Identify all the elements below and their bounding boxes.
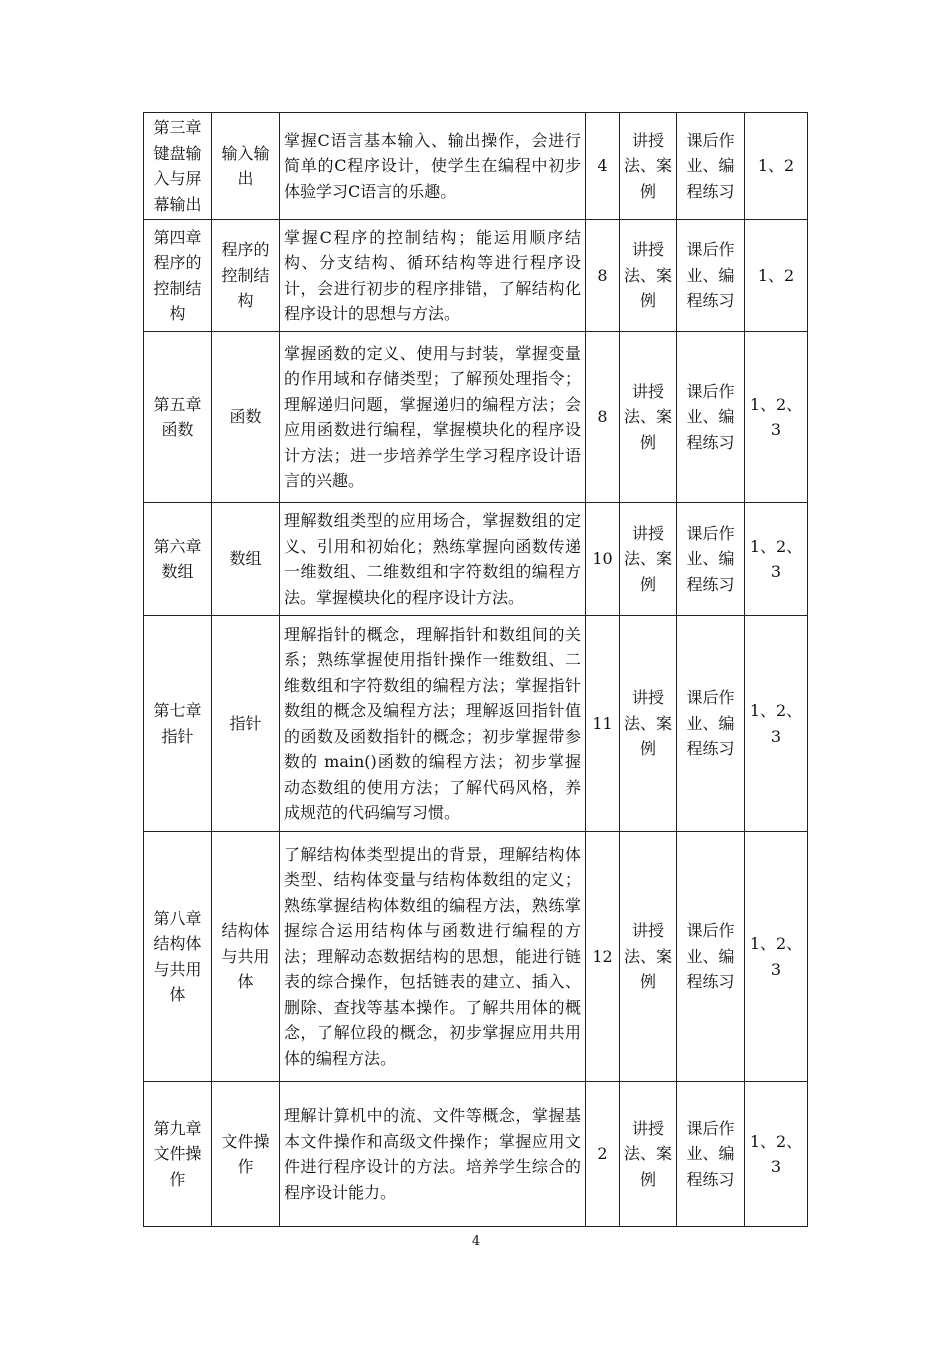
method-cell: 讲授法、案例 <box>620 332 677 503</box>
hours-cell: 10 <box>586 503 620 616</box>
page-number: 4 <box>471 1234 481 1249</box>
table-row <box>144 1082 808 1227</box>
goals-cell: 1、2、3 <box>745 832 808 1082</box>
method-cell: 讲授法、案例 <box>620 220 677 332</box>
hours-cell: 4 <box>586 113 620 220</box>
goals-cell: 1、2 <box>745 113 808 220</box>
goals-cell: 1、2、3 <box>745 503 808 616</box>
requirements-cell: 掌握C语言基本输入、输出操作，会进行简单的C程序设计，使学生在编程中初步体验学习C语言的乐趣。 <box>280 113 586 220</box>
requirements-cell: 了解结构体类型提出的背景，理解结构体类型、结构体变量与结构体数组的定义；熟练掌握结构体数组的编程方法，熟练掌握综合运用结构体与函数进行编程的方法；理解动态数据结构的思想，能进行链表的综合操作，包括链表的建立、插入、删除、查找等基本操作。了解共用体的概念，了解位段的概念，初步掌握应用共用体的编程方法。 <box>280 832 586 1082</box>
hours-cell: 2 <box>586 1082 620 1227</box>
syllabus-table <box>143 112 808 1227</box>
topic-cell: 数组 <box>212 503 280 616</box>
chapter-cell: 第七章指针 <box>144 616 212 832</box>
requirements-cell: 理解指针的概念，理解指针和数组间的关系；熟练掌握使用指针操作一维数组、二维数组和字符数组的编程方法；掌握指针数组的概念及编程方法；理解返回指针值的函数及函数指针的概念；初步掌握带参数的 main()函数的编程方法；初步掌握动态数组的使用方法；了解代码风格，养成规范的代码编写习惯。 <box>280 616 586 832</box>
goals-cell: 1、2 <box>745 220 808 332</box>
goals-cell: 1、2、3 <box>745 616 808 832</box>
hours-cell: 11 <box>586 616 620 832</box>
chapter-cell: 第八章结构体与共用体 <box>144 832 212 1082</box>
chapter-cell: 第九章文件操作 <box>144 1082 212 1227</box>
table-row <box>144 503 808 616</box>
homework-cell: 课后作业、编程练习 <box>677 113 745 220</box>
chapter-cell: 第六章数组 <box>144 503 212 616</box>
hours-cell: 8 <box>586 332 620 503</box>
table-row <box>144 220 808 332</box>
topic-cell: 输入输出 <box>212 113 280 220</box>
topic-cell: 结构体与共用体 <box>212 832 280 1082</box>
homework-cell: 课后作业、编程练习 <box>677 832 745 1082</box>
method-cell: 讲授法、案例 <box>620 503 677 616</box>
method-cell: 讲授法、案例 <box>620 832 677 1082</box>
topic-cell: 函数 <box>212 332 280 503</box>
homework-cell: 课后作业、编程练习 <box>677 503 745 616</box>
chapter-cell: 第四章程序的控制结构 <box>144 220 212 332</box>
chapter-cell: 第五章函数 <box>144 332 212 503</box>
chapter-cell: 第三章键盘输入与屏幕输出 <box>144 113 212 220</box>
goals-cell: 1、2、3 <box>745 332 808 503</box>
table-row <box>144 332 808 503</box>
method-cell: 讲授法、案例 <box>620 113 677 220</box>
hours-cell: 8 <box>586 220 620 332</box>
requirements-cell: 掌握C程序的控制结构；能运用顺序结构、分支结构、循环结构等进行程序设计，会进行初步的程序排错，了解结构化程序设计的思想与方法。 <box>280 220 586 332</box>
requirements-cell: 理解计算机中的流、文件等概念，掌握基本文件操作和高级文件操作；掌握应用文件进行程序设计的方法。培养学生综合的程序设计能力。 <box>280 1082 586 1227</box>
goals-cell: 1、2、3 <box>745 1082 808 1227</box>
method-cell: 讲授法、案例 <box>620 1082 677 1227</box>
table-row <box>144 832 808 1082</box>
homework-cell: 课后作业、编程练习 <box>677 616 745 832</box>
homework-cell: 课后作业、编程练习 <box>677 220 745 332</box>
requirements-cell: 掌握函数的定义、使用与封装，掌握变量的作用域和存储类型；了解预处理指令；理解递归问题，掌握递归的编程方法；会应用函数进行编程，掌握模块化的程序设计方法；进一步培养学生学习程序设计语言的兴趣。 <box>280 332 586 503</box>
requirements-cell: 理解数组类型的应用场合，掌握数组的定义、引用和初始化；熟练掌握向函数传递一维数组、二维数组和字符数组的编程方法。掌握模块化的程序设计方法。 <box>280 503 586 616</box>
topic-cell: 文件操作 <box>212 1082 280 1227</box>
homework-cell: 课后作业、编程练习 <box>677 1082 745 1227</box>
hours-cell: 12 <box>586 832 620 1082</box>
topic-cell: 程序的控制结构 <box>212 220 280 332</box>
topic-cell: 指针 <box>212 616 280 832</box>
table-row <box>144 113 808 220</box>
method-cell: 讲授法、案例 <box>620 616 677 832</box>
homework-cell: 课后作业、编程练习 <box>677 332 745 503</box>
table-row <box>144 616 808 832</box>
